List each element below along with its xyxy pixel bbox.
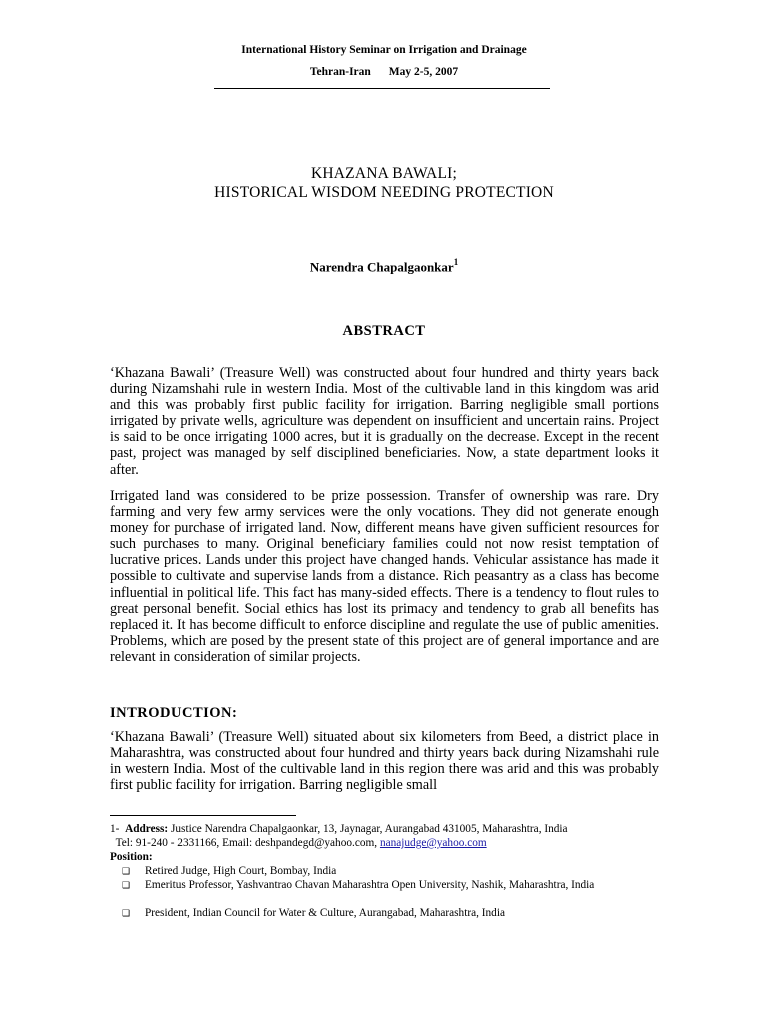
header-rule	[214, 88, 550, 89]
footnote-separator	[110, 815, 296, 816]
position-item-text: Retired Judge, High Court, Bombay, India	[145, 865, 337, 877]
abstract-paragraph-1: ‘Khazana Bawali’ (Treasure Well) was constructed about four hundred and thirty years back during Nizamshahi rule in western India. Most of the cultivable land in this kingdom was arid and this was probably first public facility for irrigation. Barring negligible small portions irrigated by private wells, agriculture was dependent on insufficient and uncertain rains. Project is said to be once irrigating 1000 acres, but it is gradually on the decrease. Except in the recent past, project was managed by self disciplined beneficiaries. Now, a state department looks it after.	[110, 365, 659, 478]
author-footnote-mark: 1	[453, 257, 459, 267]
email-link[interactable]: nanajudge@yahoo.com	[379, 837, 487, 849]
abstract-paragraph-2: Irrigated land was considered to be prize possession. Transfer of ownership was rare. Dry farming and very few army services were the only vocations. They did not generate enough money for purchase of irrigated land. Now, different means have given sufficient resources for such purchases to many. Original beneficiary families could not now resist temptation of lucrative prices. Lands under this project have changed hands. Vehicular assistance has made it possible to cultivate and supervise lands from a distance. Rich peasantry as a class has become influential in political life. This fact has many-sided effects. There is a tendency to flout rules to great personal benefit. Social ethics has lost its primacy and tendency to grab all benefits has replaced it. It has become difficult to enforce discipline and regulate the use of public amenities. Problems, which are posed by the present state of this project are of general importance and are relevant in consideration of similar projects.	[110, 488, 659, 665]
position-item-text: Emeritus Professor, Yashvantrao Chavan Maharashtra Open University, Nashik, Maharashtra, India	[145, 879, 595, 891]
position-item	[122, 906, 659, 921]
position-item	[122, 878, 659, 893]
paper-title-line2: HISTORICAL WISDOM NEEDING PROTECTION	[214, 184, 554, 201]
author-name: Narendra Chapalgaonkar	[309, 259, 454, 275]
introduction-heading: INTRODUCTION:	[110, 705, 238, 721]
checkbox-bullet-icon: ❑	[122, 867, 131, 877]
position-item	[122, 864, 659, 879]
author-line	[0, 258, 768, 275]
footnote-address	[110, 822, 659, 836]
address-label: Address:	[125, 823, 169, 835]
abstract-heading: ABSTRACT	[342, 323, 426, 339]
seminar-location-date	[0, 66, 768, 78]
position-label: Position:	[110, 851, 153, 863]
position-item-text: President, Indian Council for Water & Culture, Aurangabad, Maharashtra, India	[145, 907, 505, 919]
footnote-position	[110, 850, 659, 864]
contact-text: Tel: 91-240 - 2331166, Email: deshpandegd@yahoo.com,	[115, 837, 378, 849]
footnote-number: 1-	[110, 823, 120, 835]
address-text: Justice Narendra Chapalgaonkar, 13, Jaynagar, Aurangabad 431005, Maharashtra, India	[171, 823, 568, 835]
seminar-title: International History Seminar on Irrigation and Drainage	[241, 44, 527, 56]
footnote-contact	[110, 836, 659, 850]
paper-title-line1: KHAZANA BAWALI;	[311, 165, 457, 182]
seminar-location: Tehran-Iran	[309, 66, 371, 78]
seminar-date: May 2-5, 2007	[388, 66, 459, 78]
introduction-paragraph: ‘Khazana Bawali’ (Treasure Well) situated about six kilometers from Beed, a district place in Maharashtra, was constructed about four hundred and thirty years back during Nizamshahi rule in western India. Most of the cultivable land in this region there was arid and this was probably first public facility for irrigation. Barring negligible small	[110, 729, 659, 794]
checkbox-bullet-icon: ❑	[122, 881, 131, 891]
checkbox-bullet-icon: ❑	[122, 909, 131, 919]
